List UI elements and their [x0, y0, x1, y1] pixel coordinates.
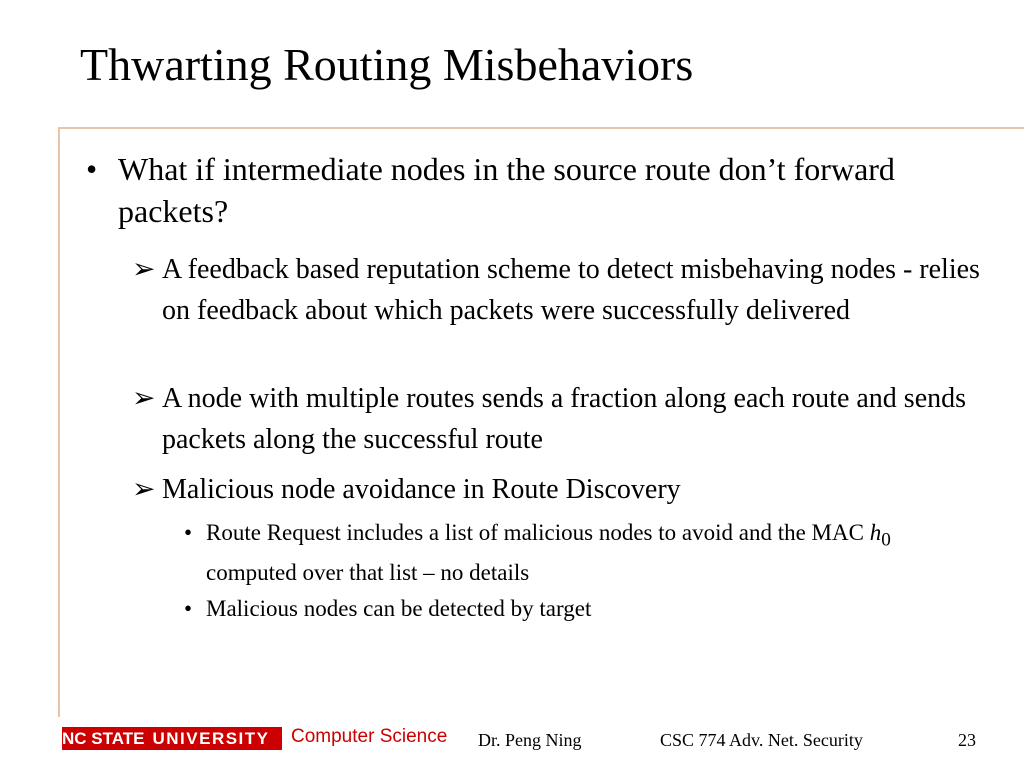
page-number: 23	[958, 730, 976, 750]
bullet-level2	[132, 469, 992, 510]
math-variable: h	[869, 520, 882, 545]
bullet-text: A node with multiple routes sends a fraction along each route and sends packets along the successful route	[162, 383, 967, 455]
bullet-level2	[132, 249, 992, 331]
bullet-dot-icon: •	[184, 596, 193, 621]
author-name: Dr. Peng Ning	[478, 730, 582, 750]
bullet-text: Malicious nodes can be detected by target	[206, 596, 592, 621]
department-name: Computer Science	[291, 726, 448, 747]
bullet-text: A feedback based reputation scheme to detect misbehaving nodes - relies on feedback about which packets were successfully delivered	[162, 254, 980, 326]
arrow-bullet-icon: ➢	[132, 383, 156, 414]
bullet-dot-icon: •	[184, 520, 193, 545]
university-logo: NC STATE UNIVERSITY	[62, 727, 282, 750]
bullet-level3	[184, 517, 964, 589]
arrow-bullet-icon: ➢	[132, 474, 156, 505]
course-name: CSC 774 Adv. Net. Security	[660, 730, 863, 750]
bullet-dot-icon: •	[86, 151, 98, 187]
bullet-level2	[132, 378, 992, 460]
bullet-level3	[184, 593, 964, 625]
bullet-text: Malicious node avoidance in Route Discovery	[162, 474, 681, 505]
slide-footer	[0, 722, 1024, 762]
bullet-text: What if intermediate nodes in the source route don’t forward packets?	[118, 151, 895, 229]
slide-title: Thwarting Routing Misbehaviors	[80, 39, 694, 90]
arrow-bullet-icon: ➢	[132, 254, 156, 285]
bullet-level1	[86, 148, 986, 232]
math-subscript: 0	[881, 529, 891, 551]
bullet-text: Route Request includes a list of malicious nodes to avoid and the MAC $h_0$ computed over that list – no details	[206, 520, 891, 585]
